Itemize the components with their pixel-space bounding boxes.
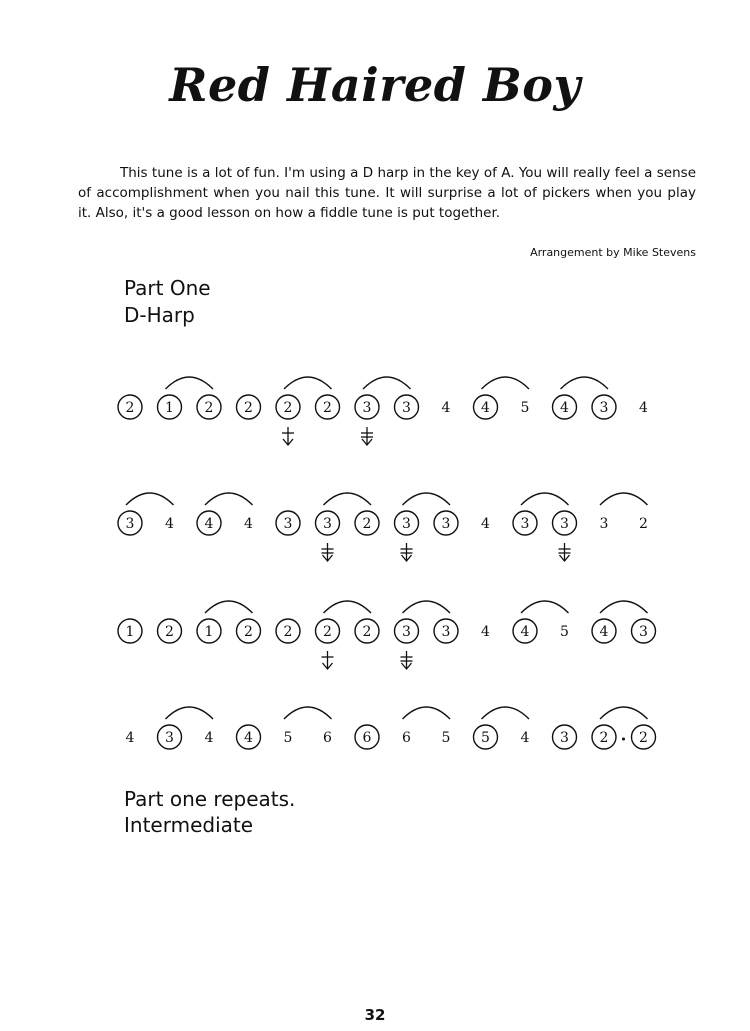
- hole-number: 5: [520, 400, 530, 416]
- hole-number: 3: [520, 516, 530, 532]
- hole-number: 4: [599, 624, 609, 640]
- hole-number: 4: [244, 516, 253, 532]
- slur-arc: [166, 707, 214, 719]
- hole-number: 3: [402, 516, 411, 532]
- slur-arc: [482, 377, 530, 389]
- hole-number: 3: [599, 516, 609, 532]
- hole-number: 2: [244, 400, 253, 416]
- slur-arc: [403, 601, 451, 613]
- slur-arc: [403, 493, 451, 505]
- hole-number: 2: [362, 624, 372, 640]
- hole-number: 4: [481, 624, 490, 640]
- hole-number: 1: [204, 624, 214, 640]
- dot-mark: [622, 738, 625, 741]
- hole-number: 2: [125, 400, 135, 416]
- hole-number: 2: [283, 400, 293, 416]
- hole-number: 6: [362, 730, 372, 746]
- slur-arc: [561, 377, 609, 389]
- hole-number: 5: [283, 730, 293, 746]
- hole-number: 1: [165, 400, 174, 416]
- hole-number: 4: [204, 730, 214, 746]
- hole-number: 2: [283, 624, 293, 640]
- hole-number: 3: [283, 516, 293, 532]
- page-number: 32: [364, 1006, 386, 1024]
- hole-number: 6: [402, 730, 411, 746]
- song-title: Red Haired Boy: [169, 58, 581, 112]
- hole-number: 1: [125, 624, 135, 640]
- slur-arc: [284, 377, 332, 389]
- part-heading: Part One: [124, 276, 211, 300]
- hole-number: 3: [441, 516, 451, 532]
- hole-number: 3: [323, 516, 332, 532]
- hole-number: 3: [165, 730, 174, 746]
- hole-number: 3: [402, 400, 411, 416]
- hole-number: 3: [362, 400, 372, 416]
- hole-number: 4: [481, 516, 490, 532]
- hole-number: 4: [125, 730, 135, 746]
- hole-number: 2: [323, 624, 332, 640]
- hole-number: 3: [599, 400, 609, 416]
- hole-number: 4: [165, 516, 174, 532]
- hole-number: 3: [560, 730, 569, 746]
- hole-number: 2: [244, 624, 253, 640]
- slur-arc: [403, 707, 451, 719]
- slur-arc: [521, 493, 569, 505]
- slur-arc: [521, 601, 569, 613]
- hole-number: 2: [639, 730, 648, 746]
- hole-number: 3: [125, 516, 135, 532]
- hole-number: 4: [520, 624, 530, 640]
- slur-arc: [324, 601, 372, 613]
- hole-number: 2: [165, 624, 174, 640]
- slur-arc: [363, 377, 411, 389]
- hole-number: 2: [639, 516, 648, 532]
- hole-number: 5: [560, 624, 569, 640]
- slur-arc: [482, 707, 530, 719]
- slur-arc: [600, 493, 648, 505]
- hole-number: 4: [520, 730, 530, 746]
- harp-heading: D-Harp: [124, 303, 195, 327]
- slur-arc: [324, 493, 372, 505]
- hole-number: 5: [481, 730, 490, 746]
- slur-arc: [166, 377, 214, 389]
- hole-number: 5: [441, 730, 451, 746]
- hole-number: 4: [204, 516, 214, 532]
- slur-arc: [205, 493, 253, 505]
- arrangement-credit: Arrangement by Mike Stevens: [530, 246, 696, 259]
- hole-number: 2: [362, 516, 372, 532]
- hole-number: 4: [441, 400, 451, 416]
- hole-number: 3: [441, 624, 451, 640]
- slur-arc: [600, 707, 648, 719]
- repeat-note: Part one repeats.: [124, 787, 296, 811]
- slur-arc: [126, 493, 174, 505]
- intro-paragraph: This tune is a lot of fun. I'm using a D harp in the key of A. You will really feel a sense of accomplishment when you nail this tune. It will surprise a lot of pickers when you play it. Also, it's a good lesson on how a fiddle tune is put together.: [78, 165, 696, 221]
- hole-number: 6: [323, 730, 332, 746]
- slur-arc: [205, 601, 253, 613]
- slur-arc: [284, 707, 332, 719]
- hole-number: 3: [639, 624, 648, 640]
- hole-number: 3: [402, 624, 411, 640]
- hole-number: 4: [244, 730, 253, 746]
- hole-number: 2: [323, 400, 332, 416]
- hole-number: 4: [639, 400, 648, 416]
- hole-number: 4: [481, 400, 490, 416]
- hole-number: 4: [560, 400, 569, 416]
- slur-arc: [600, 601, 648, 613]
- difficulty-level: Intermediate: [124, 813, 254, 837]
- hole-number: 3: [560, 516, 569, 532]
- hole-number: 2: [599, 730, 609, 746]
- hole-number: 2: [204, 400, 214, 416]
